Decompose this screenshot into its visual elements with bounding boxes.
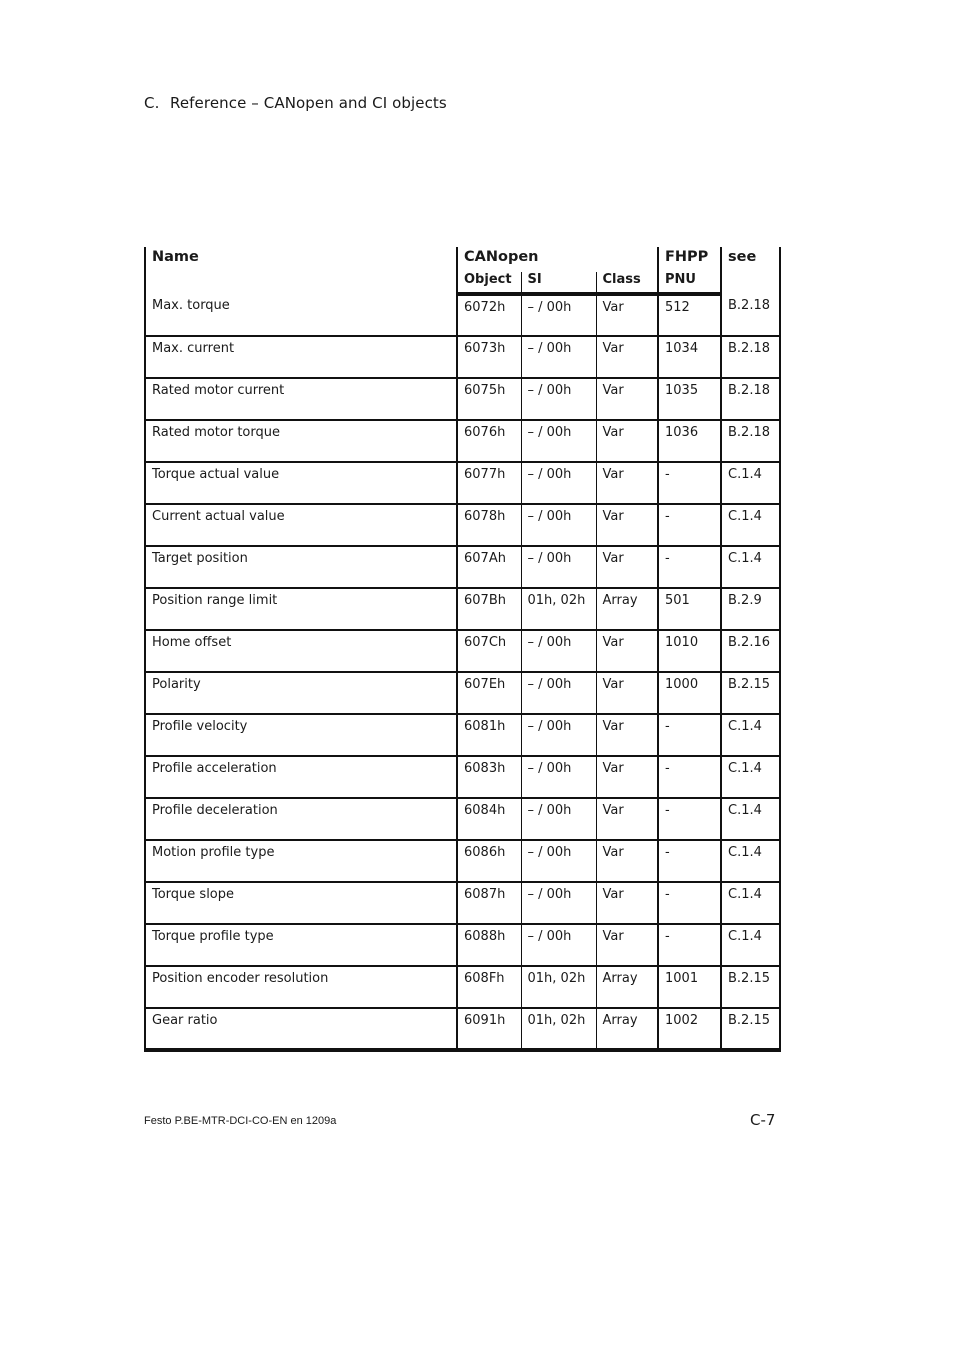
table-row [145, 420, 780, 462]
cell-object: 607Bh [457, 588, 521, 630]
cell-see: B.2.16 [721, 630, 780, 672]
table-row [145, 630, 780, 672]
header-see: see [721, 247, 780, 294]
table-row [145, 756, 780, 798]
cell-si: 01h, 02h [521, 966, 596, 1008]
cell-see: C.1.4 [721, 462, 780, 504]
table-header-row [145, 247, 780, 272]
cell-object: 6083h [457, 756, 521, 798]
cell-si: – / 00h [521, 462, 596, 504]
cell-name: Profile velocity [145, 714, 457, 756]
chapter-heading [144, 94, 447, 112]
table-row [145, 924, 780, 966]
cell-see: C.1.4 [721, 798, 780, 840]
cell-name: Profile acceleration [145, 756, 457, 798]
cell-name: Max. current [145, 336, 457, 378]
cell-see: C.1.4 [721, 924, 780, 966]
table-row [145, 714, 780, 756]
table-body [145, 294, 780, 1050]
cell-si: – / 00h [521, 420, 596, 462]
cell-class: Var [596, 672, 658, 714]
table-row [145, 504, 780, 546]
chapter-number: C. [144, 94, 160, 112]
cell-si: – / 00h [521, 714, 596, 756]
table-row [145, 966, 780, 1008]
cell-si: – / 00h [521, 336, 596, 378]
cell-object: 6076h [457, 420, 521, 462]
cell-object: 6086h [457, 840, 521, 882]
cell-name: Rated motor torque [145, 420, 457, 462]
cell-name: Position range limit [145, 588, 457, 630]
cell-pnu: 512 [658, 294, 721, 336]
cell-pnu: - [658, 504, 721, 546]
cell-see: C.1.4 [721, 546, 780, 588]
chapter-title: Reference – CANopen and CI objects [170, 94, 447, 112]
cell-see: C.1.4 [721, 756, 780, 798]
cell-see: B.2.15 [721, 672, 780, 714]
cell-pnu: - [658, 882, 721, 924]
table-row [145, 840, 780, 882]
header-class: Class [596, 272, 658, 294]
table-row [145, 546, 780, 588]
cell-name: Home offset [145, 630, 457, 672]
cell-name: Current actual value [145, 504, 457, 546]
cell-class: Var [596, 420, 658, 462]
cell-pnu: - [658, 840, 721, 882]
cell-pnu: - [658, 462, 721, 504]
cell-class: Var [596, 462, 658, 504]
cell-object: 6075h [457, 378, 521, 420]
table-row [145, 462, 780, 504]
header-name: Name [145, 247, 457, 294]
cell-class: Var [596, 714, 658, 756]
cell-si: – / 00h [521, 504, 596, 546]
cell-name: Rated motor current [145, 378, 457, 420]
cell-name: Motion profile type [145, 840, 457, 882]
table-row [145, 1008, 780, 1050]
canopen-objects-table [144, 247, 781, 1052]
table-row [145, 336, 780, 378]
cell-si: – / 00h [521, 546, 596, 588]
cell-object: 6088h [457, 924, 521, 966]
cell-see: B.2.15 [721, 1008, 780, 1050]
cell-see: B.2.9 [721, 588, 780, 630]
cell-object: 6091h [457, 1008, 521, 1050]
cell-si: 01h, 02h [521, 588, 596, 630]
table-row [145, 798, 780, 840]
cell-class: Var [596, 378, 658, 420]
cell-name: Torque profile type [145, 924, 457, 966]
cell-name: Gear ratio [145, 1008, 457, 1050]
cell-class: Var [596, 756, 658, 798]
table-row [145, 672, 780, 714]
cell-class: Array [596, 966, 658, 1008]
cell-class: Var [596, 504, 658, 546]
cell-see: C.1.4 [721, 504, 780, 546]
cell-see: B.2.18 [721, 294, 780, 336]
cell-object: 6078h [457, 504, 521, 546]
cell-class: Var [596, 630, 658, 672]
cell-pnu: 1035 [658, 378, 721, 420]
cell-class: Var [596, 294, 658, 336]
cell-class: Var [596, 336, 658, 378]
cell-pnu: 1000 [658, 672, 721, 714]
cell-see: B.2.18 [721, 336, 780, 378]
cell-class: Var [596, 840, 658, 882]
cell-see: C.1.4 [721, 882, 780, 924]
header-pnu: PNU [658, 272, 721, 294]
cell-si: – / 00h [521, 798, 596, 840]
cell-si: – / 00h [521, 294, 596, 336]
cell-object: 6081h [457, 714, 521, 756]
cell-class: Var [596, 882, 658, 924]
cell-name: Target position [145, 546, 457, 588]
cell-si: – / 00h [521, 882, 596, 924]
table-row [145, 588, 780, 630]
table-row [145, 882, 780, 924]
cell-pnu: 501 [658, 588, 721, 630]
cell-si: – / 00h [521, 378, 596, 420]
cell-object: 6087h [457, 882, 521, 924]
cell-see: C.1.4 [721, 840, 780, 882]
cell-pnu: - [658, 924, 721, 966]
cell-si: – / 00h [521, 672, 596, 714]
cell-class: Var [596, 798, 658, 840]
cell-class: Array [596, 1008, 658, 1050]
cell-pnu: - [658, 546, 721, 588]
cell-name: Position encoder resolution [145, 966, 457, 1008]
table-row [145, 378, 780, 420]
cell-class: Var [596, 546, 658, 588]
header-object: Object [457, 272, 521, 294]
cell-object: 608Fh [457, 966, 521, 1008]
cell-object: 607Ch [457, 630, 521, 672]
cell-object: 607Ah [457, 546, 521, 588]
cell-class: Var [596, 924, 658, 966]
cell-pnu: 1002 [658, 1008, 721, 1050]
cell-name: Polarity [145, 672, 457, 714]
page-number: C-7 [750, 1111, 776, 1129]
cell-see: B.2.18 [721, 420, 780, 462]
cell-si: 01h, 02h [521, 1008, 596, 1050]
cell-name: Profile deceleration [145, 798, 457, 840]
cell-name: Torque actual value [145, 462, 457, 504]
cell-object: 6077h [457, 462, 521, 504]
cell-see: B.2.18 [721, 378, 780, 420]
cell-si: – / 00h [521, 630, 596, 672]
cell-pnu: 1001 [658, 966, 721, 1008]
cell-pnu: - [658, 798, 721, 840]
header-canopen: CANopen [457, 247, 658, 272]
cell-see: C.1.4 [721, 714, 780, 756]
cell-object: 607Eh [457, 672, 521, 714]
cell-object: 6084h [457, 798, 521, 840]
cell-pnu: 1036 [658, 420, 721, 462]
cell-pnu: 1010 [658, 630, 721, 672]
cell-class: Array [596, 588, 658, 630]
cell-si: – / 00h [521, 924, 596, 966]
cell-object: 6073h [457, 336, 521, 378]
cell-si: – / 00h [521, 756, 596, 798]
document-id: Festo P.BE-MTR-DCI-CO-EN en 1209a [144, 1115, 337, 1127]
table-row [145, 294, 780, 336]
header-si: SI [521, 272, 596, 294]
cell-name: Torque slope [145, 882, 457, 924]
cell-pnu: 1034 [658, 336, 721, 378]
cell-name: Max. torque [145, 294, 457, 336]
cell-see: B.2.15 [721, 966, 780, 1008]
cell-pnu: - [658, 756, 721, 798]
cell-pnu: - [658, 714, 721, 756]
header-fhpp: FHPP [658, 247, 721, 272]
cell-si: – / 00h [521, 840, 596, 882]
cell-object: 6072h [457, 294, 521, 336]
